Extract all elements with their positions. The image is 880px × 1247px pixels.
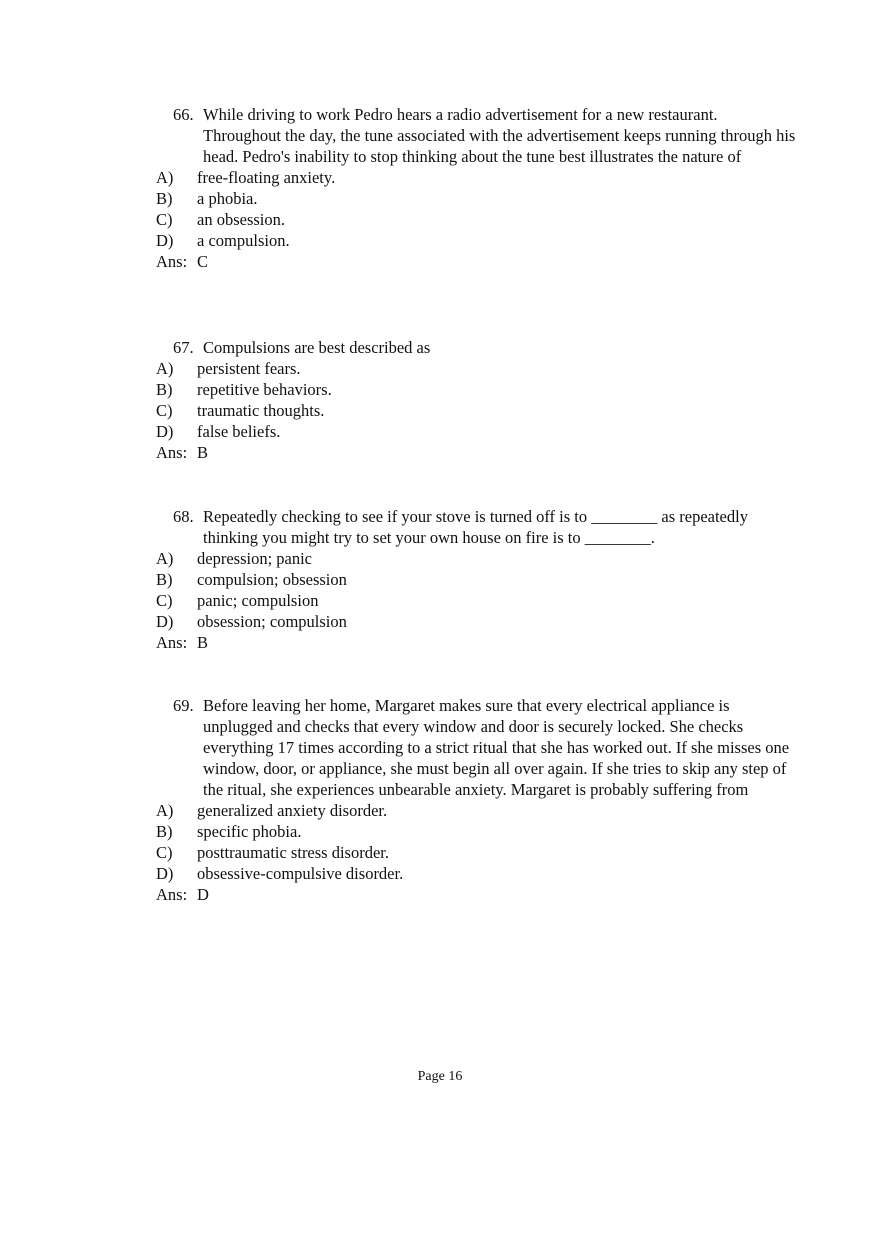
page-footer [0, 1069, 880, 1085]
option-letter: C) [156, 843, 173, 862]
question-text: Before leaving her home, Margaret makes sure that every electrical appliance is unplugged and checks that every window and door is securely locked. She checks everything 17 times according to a strict ritual that she has worked out. If she misses one window, door, or appliance, she must begin all over again. If she tries to skip any step of the ritual, she experiences unbearable anxiety. Margaret is probably suffering from [203, 696, 790, 799]
option-c [156, 842, 796, 863]
option-text: traumatic thoughts. [197, 401, 325, 420]
option-a [156, 800, 796, 821]
option-b [156, 188, 796, 209]
question-stem [156, 104, 796, 167]
question-text: Compulsions are best described as [203, 338, 431, 357]
option-d [156, 611, 796, 632]
option-text: false beliefs. [197, 422, 281, 441]
page-number: Page 16 [417, 1069, 463, 1084]
option-b [156, 379, 796, 400]
option-letter: B) [156, 570, 173, 589]
option-a [156, 167, 796, 188]
option-text: persistent fears. [197, 359, 301, 378]
question-68 [156, 506, 796, 653]
option-letter: A) [156, 801, 174, 820]
question-67 [156, 337, 796, 463]
answer-label: Ans: [156, 252, 188, 271]
answer-value: B [197, 633, 209, 652]
option-text: free-floating anxiety. [197, 168, 336, 187]
option-letter: D) [156, 231, 174, 250]
answer-row [156, 442, 796, 463]
option-letter: A) [156, 359, 174, 378]
question-stem [156, 506, 796, 548]
answer-label: Ans: [156, 443, 188, 462]
option-letter: C) [156, 401, 173, 420]
option-letter: C) [156, 591, 173, 610]
option-c [156, 590, 796, 611]
answer-row [156, 632, 796, 653]
option-letter: B) [156, 189, 173, 208]
question-66 [156, 104, 796, 272]
question-stem [156, 695, 796, 800]
option-a [156, 548, 796, 569]
answer-label: Ans: [156, 885, 188, 904]
answer-row [156, 884, 796, 905]
option-text: obsessive-compulsive disorder. [197, 864, 404, 883]
option-text: generalized anxiety disorder. [197, 801, 388, 820]
option-c [156, 400, 796, 421]
question-number: 69. [173, 696, 194, 715]
question-text: While driving to work Pedro hears a radio advertisement for a new restaurant. Throughout the day, the tune associated with the advertisement keeps running through his head. Pedro's inability to stop thinking about the tune best illustrates the nature of [203, 105, 796, 166]
question-69 [156, 695, 796, 905]
question-number: 67. [173, 338, 194, 357]
option-letter: D) [156, 864, 174, 883]
option-a [156, 358, 796, 379]
option-letter: D) [156, 422, 174, 441]
option-text: panic; compulsion [197, 591, 319, 610]
option-text: depression; panic [197, 549, 313, 568]
question-number: 66. [173, 105, 194, 124]
option-text: a phobia. [197, 189, 258, 208]
option-text: posttraumatic stress disorder. [197, 843, 390, 862]
answer-label: Ans: [156, 633, 188, 652]
option-text: obsession; compulsion [197, 612, 347, 631]
option-letter: B) [156, 380, 173, 399]
option-letter: C) [156, 210, 173, 229]
option-text: a compulsion. [197, 231, 290, 250]
option-d [156, 863, 796, 884]
option-d [156, 230, 796, 251]
option-b [156, 569, 796, 590]
option-letter: A) [156, 549, 174, 568]
option-text: an obsession. [197, 210, 285, 229]
answer-value: C [197, 252, 209, 271]
option-letter: D) [156, 612, 174, 631]
question-text: Repeatedly checking to see if your stove is turned off is to ________ as repeatedly thinking you might try to set your own house on fire is to ________. [203, 507, 748, 547]
question-number: 68. [173, 507, 194, 526]
answer-value: B [197, 443, 209, 462]
option-text: compulsion; obsession [197, 570, 347, 589]
option-text: repetitive behaviors. [197, 380, 332, 399]
answer-value: D [197, 885, 209, 904]
option-c [156, 209, 796, 230]
answer-row [156, 251, 796, 272]
option-letter: A) [156, 168, 174, 187]
option-text: specific phobia. [197, 822, 302, 841]
option-d [156, 421, 796, 442]
option-b [156, 821, 796, 842]
question-stem [156, 337, 796, 358]
option-letter: B) [156, 822, 173, 841]
